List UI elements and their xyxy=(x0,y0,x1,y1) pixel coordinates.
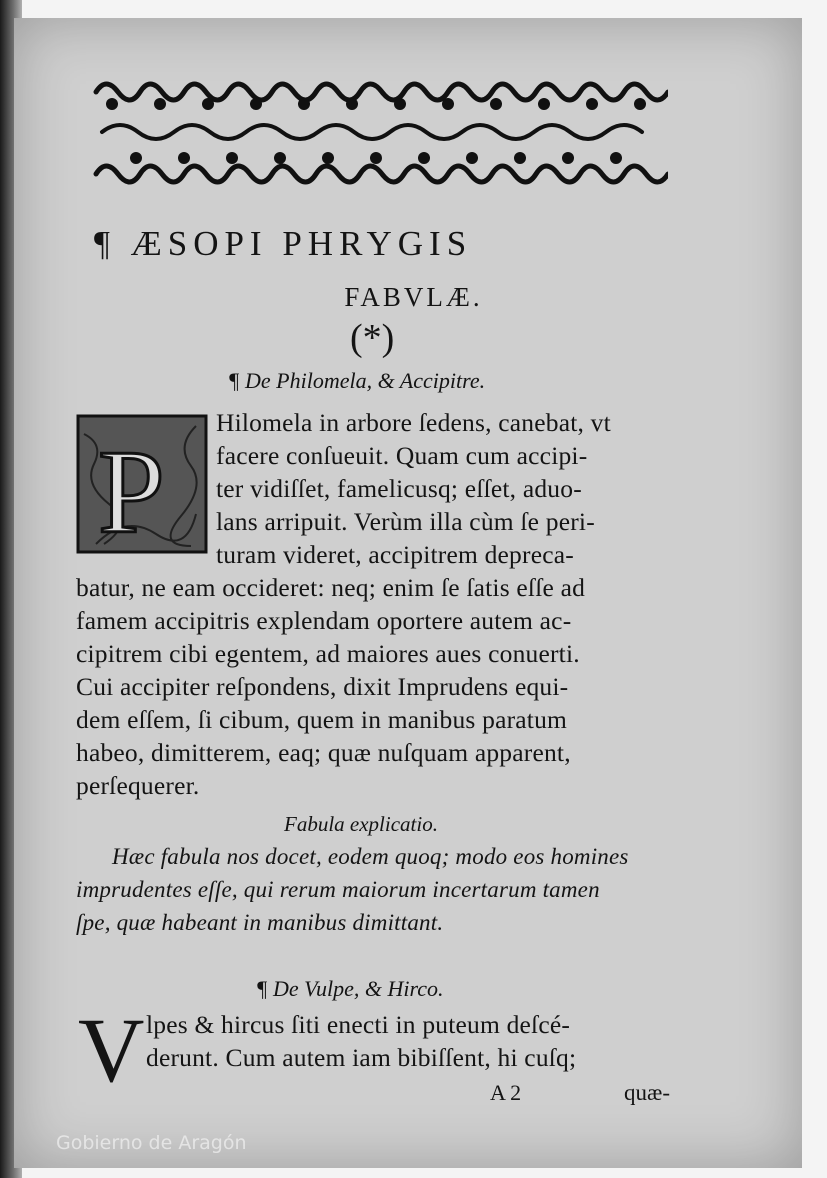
page-subtitle: FABVLÆ. xyxy=(344,282,483,312)
fable1-heading: ¶ De Philomela, & Accipitre. xyxy=(228,368,486,393)
fable1-moral-1: Hæc fabula nos docet, eodem quoq; modo eos homines xyxy=(112,844,629,869)
fable1-line-9: Cui accipiter reſpondens, dixit Imprudens equi- xyxy=(76,672,569,701)
decorated-initial-p-icon xyxy=(76,414,208,554)
fable1-line-10: dem eſſem, ſi cibum, quem in manibus paratum xyxy=(76,705,568,734)
fable1-line-8: cipitrem cibi egentem, ad maiores aues conuerti. xyxy=(76,639,580,668)
fable1-line-11: habeo, dimitterem, eaq; quæ nuſquam apparent, xyxy=(76,738,571,767)
fable1-moral-3: ſpe, quæ habeant in manibus dimittant. xyxy=(76,910,444,935)
ornament-band-icon xyxy=(92,70,668,196)
fable1-caption: Fabula explicatio. xyxy=(284,812,438,836)
fable2-line-1: lpes & hircus ſiti enecti in puteum deſcé- xyxy=(146,1010,571,1039)
fable1-line-4: lans arripuit. Verùm illa cùm ſe peri- xyxy=(216,507,595,536)
fable1-line-6: batur, ne eam occideret: neq; enim ſe ſatis eſſe ad xyxy=(76,573,586,602)
fable1-line-12: perſequerer. xyxy=(76,771,200,800)
asterisk-mark: (*) xyxy=(350,317,395,359)
fable1-line-7: famem accipitris explendam oportere autem ac- xyxy=(76,606,572,635)
fable1-moral-2: imprudentes eſſe, qui rerum maiorum incertarum tamen xyxy=(76,877,600,902)
fable1-line-2: facere conſueuit. Quam cum accipi- xyxy=(216,441,588,470)
fable2-line-2: derunt. Cum autem iam bibiſſent, hi cuſq; xyxy=(146,1043,577,1072)
fable1-line-5: turam videret, accipitrem depreca- xyxy=(216,540,574,569)
catchword: quæ- xyxy=(624,1080,670,1105)
fable1-line-1: Hilomela in arbore ſedens, canebat, vt xyxy=(216,408,611,437)
signature-mark: A 2 xyxy=(490,1080,522,1105)
svg-text:P: P xyxy=(98,425,165,554)
watermark: Gobierno de Aragón xyxy=(56,1132,247,1154)
fable2-heading: ¶ De Vulpe, & Hirco. xyxy=(256,976,444,1001)
page-title: ¶ ÆSOPI PHRYGIS xyxy=(94,224,473,263)
fable1-line-3: ter vidiſſet, famelicusq; eſſet, aduo- xyxy=(216,474,582,503)
fable2-initial: V xyxy=(78,999,145,1101)
